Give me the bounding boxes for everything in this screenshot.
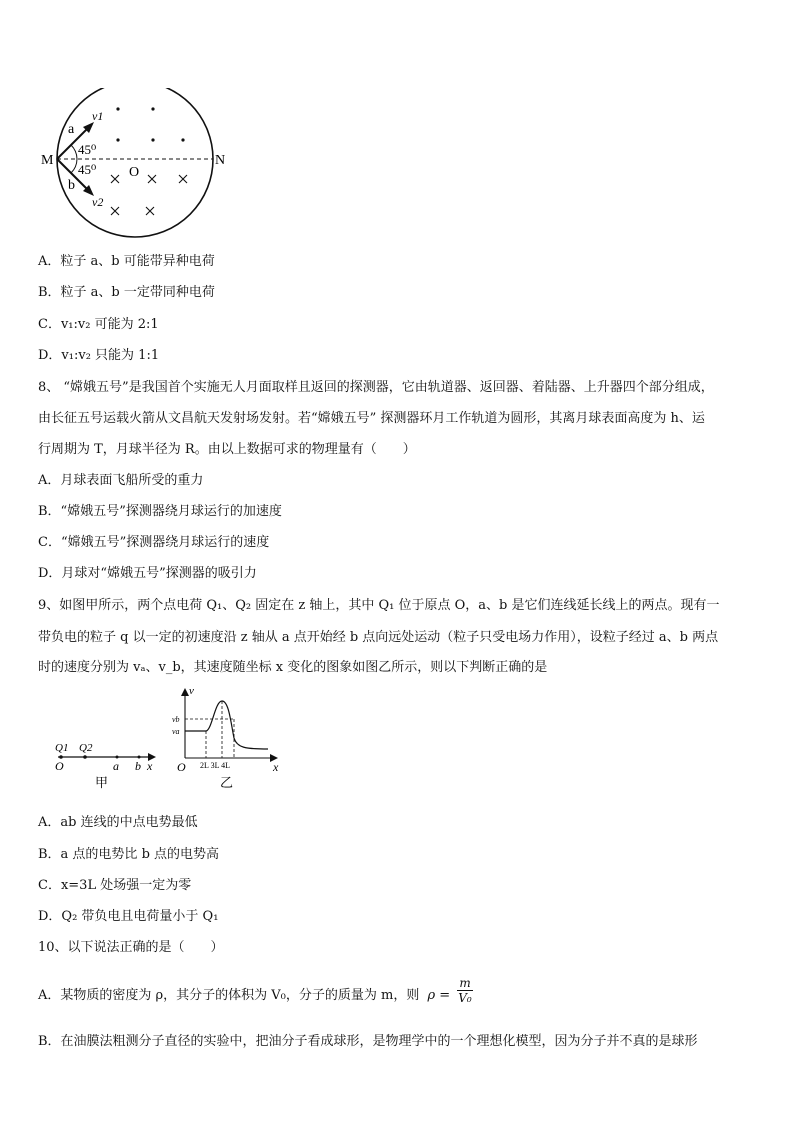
label-a: a — [68, 122, 75, 137]
yi-O: O — [177, 760, 186, 774]
yi-x: x — [273, 760, 279, 774]
formula-denominator: V₀ — [458, 991, 472, 1005]
q8-stem-line3: 行周期为 T，月球半径为 R。由以上数据可求的物理量有（ ） — [38, 442, 416, 457]
formula-lhs: ρ = — [427, 988, 451, 1003]
jia-O: O — [55, 759, 64, 773]
q9-stem-line2: 带负电的粒子 q 以一定的初速度沿 z 轴从 a 点开始经 b 点向远处运动（粒子只受电场力作用），设粒子经过 a、b 两点 — [38, 630, 719, 645]
angle-lower: 45⁰ — [78, 162, 97, 177]
label-v1: v1 — [92, 109, 104, 123]
jia-Q2: Q2 — [79, 742, 93, 754]
q8-stem-line2: 由长征五号运载火箭从文昌航天发射场发射。若“嫦娥五号” 探测器环月工作轨道为圆形，其离月球表面高度为 h、运 — [38, 411, 705, 426]
q7-option-c: C．v₁:v₂ 可能为 2:1 — [38, 317, 159, 332]
yi-v: v — [189, 685, 194, 697]
jia-Q1: Q1 — [55, 742, 69, 754]
label-M: M — [41, 153, 54, 168]
q10-option-a-text: A．某物质的密度为 ρ，其分子的体积为 V₀，分子的质量为 m，则 — [38, 988, 420, 1003]
formula-numerator: m — [459, 976, 471, 990]
q9-stem-line3: 时的速度分别为 vₐ、v_b，其速度随坐标 x 变化的图象如图乙所示，则以下判断正确的是 — [38, 660, 548, 675]
yi-vb: vb — [172, 715, 180, 724]
q8-option-d: D．月球对“嫦娥五号”探测器的吸引力 — [38, 566, 257, 581]
q10-option-b: B．在油膜法粗测分子直径的实验中，把油分子看成球形，是物理学中的一个理想化模型，因为分子并不真的是球形 — [38, 1034, 698, 1049]
q9-option-b: B．a 点的电势比 b 点的电势高 — [38, 847, 220, 862]
magnetic-field-figure — [38, 88, 238, 238]
yi-va: va — [172, 727, 180, 736]
q7-option-b: B．粒子 a、b 一定带同种电荷 — [38, 285, 215, 300]
q8-option-a: A．月球表面飞船所受的重力 — [38, 473, 204, 488]
figure-yi — [170, 684, 285, 792]
jia-x: x — [147, 759, 153, 773]
density-formula — [428, 976, 473, 1005]
q8-option-c: C．“嫦娥五号”探测器绕月球运行的速度 — [38, 535, 270, 550]
q8-stem-line1: 8、 “嫦娥五号”是我国首个实施无人月面取样且返回的探测器，它由轨道器、返回器、着陆器、上升器四个部分组成， — [38, 380, 714, 395]
q9-option-d: D．Q₂ 带负电且电荷量小于 Q₁ — [38, 909, 219, 924]
label-O: O — [129, 165, 140, 180]
yi-ticks: 2L 3L 4L — [200, 761, 231, 770]
q10-option-a — [38, 972, 473, 1012]
angle-upper: 45⁰ — [78, 142, 97, 157]
label-v2: v2 — [92, 195, 104, 209]
q9-option-a: A．ab 连线的中点电势最低 — [38, 815, 198, 830]
q9-option-c: C．x=3L 处场强一定为零 — [38, 878, 192, 893]
q7-option-a: A．粒子 a、b 可能带异种电荷 — [38, 254, 215, 269]
figure-jia — [50, 730, 165, 790]
q9-stem-line1: 9、如图甲所示，两个点电荷 Q₁、Q₂ 固定在 z 轴上，其中 Q₁ 位于原点 O，a、b 是它们连线延长线上的两点。现有一 — [38, 598, 720, 613]
jia-b: b — [135, 759, 141, 773]
q10-stem: 10、以下说法正确的是（ ） — [38, 940, 224, 955]
q7-option-d: D．v₁:v₂ 只能为 1:1 — [38, 348, 160, 363]
q8-option-b: B．“嫦娥五号”探测器绕月球运行的加速度 — [38, 504, 282, 519]
yi-caption: 乙 — [220, 775, 234, 790]
jia-caption: 甲 — [95, 775, 109, 790]
label-b: b — [68, 178, 75, 193]
label-N: N — [215, 153, 226, 168]
jia-a: a — [113, 759, 119, 773]
